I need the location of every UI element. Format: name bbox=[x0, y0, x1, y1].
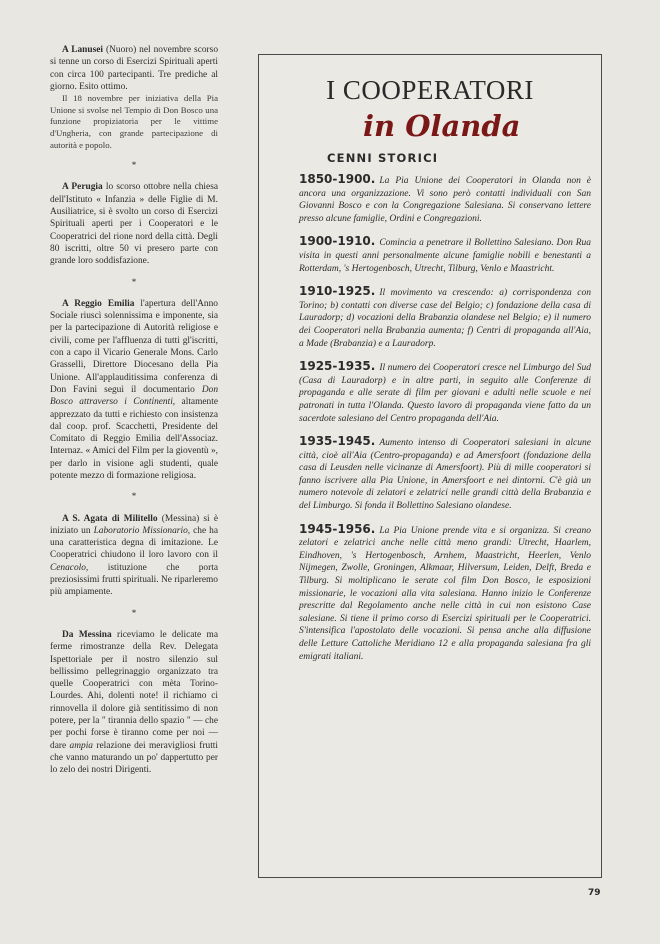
news-text: (Nuoro) nel novembre scorso si tenne un corso di Esercizi Spirituali aperti con circa 100 partecipanti. Tre prediche al giorno. Esito ottimo. bbox=[50, 45, 219, 92]
news-text: Il 18 novembre per iniziativa della Pia Unione si svolse nel Tempio di Don Bosco una funzione propiziatoria per le vittime d'Ungheria, con grande partecipazione di autorità e popolo. bbox=[50, 93, 218, 150]
entry-years: 1900-1910. bbox=[299, 234, 376, 249]
news-city: A Reggio Emilia bbox=[62, 298, 135, 309]
history-entry bbox=[299, 360, 591, 425]
news-text: (Messina) si è iniziato un bbox=[50, 513, 218, 536]
box-heading: CENNI STORICI bbox=[327, 151, 439, 165]
entry-text: Il numero dei Cooperatori cresce nel Limburgo del Sud (Casa di Lauradorp) e in altre parti, in seguito alle Conferenze di propaganda e alle serate di film per giovani e adulti nelle scuole e nei patronati in tutta l'Olanda. Questo lavoro di propaganda viene fatto da un sacerdote salesiano del Centro propaganda dell'Aia. bbox=[299, 363, 591, 424]
history-entries bbox=[299, 173, 591, 673]
history-entry bbox=[299, 523, 591, 664]
box-title: I COOPERATORI bbox=[326, 75, 534, 105]
history-entry bbox=[299, 235, 591, 275]
news-text: che ha una caratteristica degna di imitazione. Le Cooperatrici chiudono il loro lavoro con il bbox=[50, 525, 219, 561]
entry-years: 1910-1925. bbox=[299, 284, 376, 299]
news-text: l'apertura dell'Anno Sociale riuscì solennissima e imponente, sia per la partecipazione di Autorità religiose e civili, come per l'affluenza di tutti gl'iscritti, con a capo il Vicario Generale Mons. Carlo Grasselli, Direttore Diocesano della Pia Unione. All'applauditissima conferenza di Don Favini seguì il documentario bbox=[50, 298, 218, 395]
page-number: 79 bbox=[588, 888, 601, 898]
entry-text: Comincia a penetrare il Bollettino Salesiano. Don Rua visita in questi anni personalmente alcune famiglie nobili e benestanti a Rotterdam, 's Hertogenbosch, Utrecht, Tilburg, Venlo e Maastricht. bbox=[299, 238, 591, 274]
news-italic: Cenacolo, bbox=[50, 562, 89, 573]
history-entry bbox=[299, 173, 591, 225]
news-lanusei bbox=[50, 44, 218, 151]
news-text: relazione dei meravigliosi frutti che vanno maturando un po' dappertutto per lo zelo dei nostri Dirigenti. bbox=[50, 740, 219, 776]
news-perugia bbox=[50, 181, 218, 267]
history-box bbox=[258, 54, 602, 878]
separator-star: * bbox=[131, 160, 137, 171]
entry-years: 1945-1956. bbox=[299, 521, 376, 536]
news-text: istituzione che porta preziosissimi frutti spirituali. Ne riparleremo più ampiamente. bbox=[50, 562, 218, 598]
entry-years: 1850-1900. bbox=[299, 172, 376, 186]
news-italic: Laboratorio Missionario, bbox=[93, 525, 191, 536]
entry-text: Aumento intenso di Cooperatori salesiani in alcune città, cioè all'Aia (Centro-propaganda) e ad Amersfoort (fondazione della casa di Leusden nelle vicinanze di Amersfoort). Più di mille cooperatori si fanno iscrivere alla Pia Unione, in Amersfoort e nei dintorni. C'è già un numero notevole di zelatori e zelatrici nelle grandi città della Brabanzia e del Limburgo. Si fonda il Bollettino Salesiano olandese. bbox=[299, 438, 591, 512]
separator-star: * bbox=[131, 276, 137, 287]
entry-text: La Pia Unione prende vita e si organizza. Si creano zelatori e zelatrici anche nelle città meno grandi: Utrecht, Haarlem, Eindhoven, 's Hertogenbosch, Arnhem, Maastricht, Heerlen, Venlo Nijmegen, Zwolle, Groningen, Alkmaar, Hilversum, Leiden, Delft, Breda e Tilburg. Si moltiplicano le serate col film Don Bosco, le esposizioni missionarie, le vocazioni alla vita salesiana. Hanno inizio le Conferenze prescritte dal Regolamento anche nelle città in cui non esistono Case salesiane. Si tiene il primo corso di Esercizi spirituali per le Cooperatrici. S'intensifica l'apostolato delle vocazioni. Si pensa anche alla diffusione delle Letture Cattoliche Meridiano 12 e alla propaganda salesiana fra gli emigrati italiani. bbox=[299, 525, 591, 662]
news-text: lo scorso ottobre nella chiesa dell'Istituto « Infanzia » delle Figlie di M. Ausiliatrice, si è svolto un corso di Esercizi Spirituali aperti per i Cooperatori e le Cooperatrici del rione nord della città. Degli 80 iscritti, oltre 50 vi presero parte con grande loro soddisfazione. bbox=[50, 182, 219, 267]
entry-years: 1935-1945. bbox=[299, 434, 376, 449]
news-text: altamente apprezzato da tutti e richiesto con insistenza dal coop. prof. Scacchetti, Presidente del Comitato di Reggio Emilia dell'Associaz. Internaz. « Amici del Film per la gioventù », per darlo in visione agli studenti, quale potente mezzo di formazione religiosa. bbox=[50, 397, 218, 481]
news-column bbox=[50, 44, 218, 785]
news-city: Da Messina bbox=[62, 629, 112, 640]
separator-star: * bbox=[131, 607, 137, 618]
entry-text: La Pia Unione dei Cooperatori in Olanda non è ancora una organizzazione. Vi sono però contatti individuali con San Giovanni Bosco e con la Congregazione Salesiana. Si conservano lettere presso alcune famiglie, Ordini e Congregazioni. bbox=[299, 176, 591, 224]
news-s-agata bbox=[50, 513, 218, 599]
film-title: Don Bosco attraverso i Continenti, bbox=[50, 384, 219, 408]
news-text: riceviamo le delicate ma ferme rimostranze della Rev. Delegata Ispettoriale per il nostro silenzio sul bellissimo pellegrinaggio organizzato tra quelle Cooperatrici con mèta Torino-Lourdes. Ahi, dolenti note! il richiamo ci rinnovella il dolore già sentitissimo di non potere, per la " tirannia dello spazio " — che per pochi forse è tiranno come per noi — dare bbox=[50, 629, 218, 751]
news-city: A S. Agata di Militello bbox=[62, 513, 158, 524]
news-italic: ampia bbox=[69, 740, 93, 751]
history-entry bbox=[299, 435, 591, 513]
separator-star: * bbox=[131, 491, 137, 502]
entry-text: Il movimento va crescendo: a) corrispondenza con Torino; b) contatti con diverse case del Belgio; c) fondazione della casa di Lauradorp; d) vocazioni della Brabanzia olandese nel Belgio; e) il numero dei Cooperatori nella Brabanzia aumenta; f) Centri di propaganda all'Aia, a Made (Brabanzia) e a Lauradorp. bbox=[299, 288, 591, 349]
entry-years: 1925-1935. bbox=[299, 359, 376, 374]
news-messina bbox=[50, 629, 218, 777]
history-entry bbox=[299, 285, 591, 350]
news-reggio-emilia bbox=[50, 298, 218, 482]
news-city: A Lanusei bbox=[62, 45, 104, 55]
box-subtitle: in Olanda bbox=[363, 109, 521, 143]
news-city: A Perugia bbox=[62, 182, 103, 193]
